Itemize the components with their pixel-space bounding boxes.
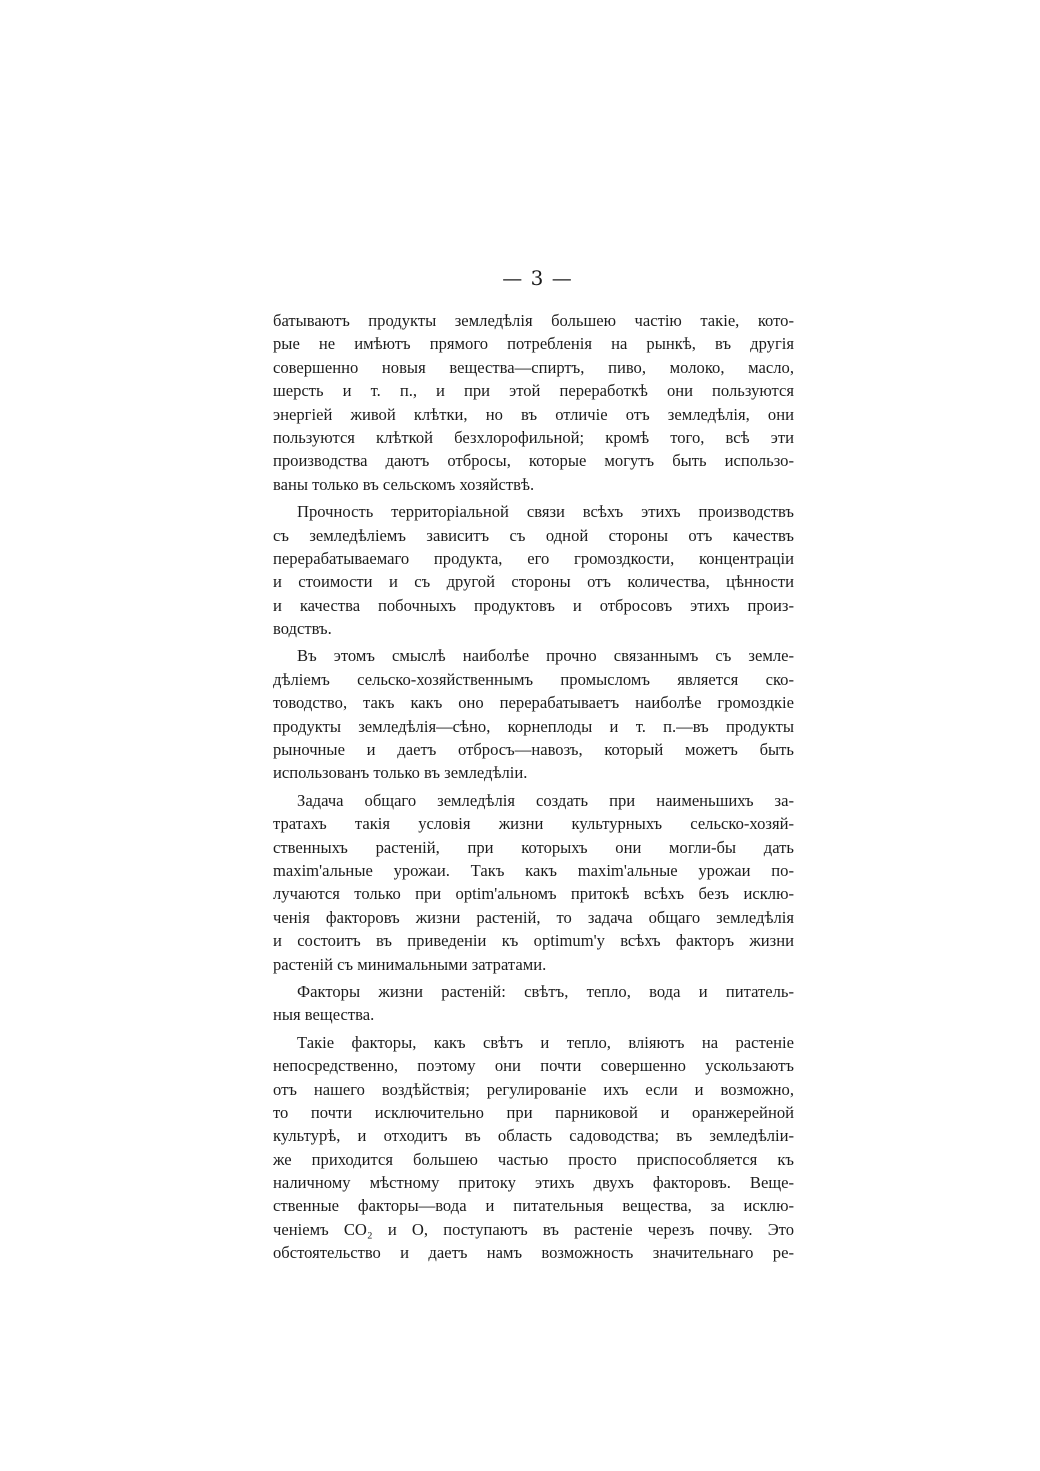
paragraph-1	[273, 309, 794, 496]
text-line: Задача общаго земледѣлія создать при наименьшихъ за-	[297, 790, 794, 810]
text-line: съ земледѣліемъ зависитъ съ одной стороны отъ качествъ	[273, 525, 794, 545]
text-line: продукты земледѣлія—сѣно, корнеплоды и т. п.—въ продукты	[273, 716, 794, 736]
text-line: совершенно новыя вещества—спиртъ, пиво, молоко, масло,	[273, 357, 794, 377]
text-line: производства даютъ отбросы, которые могутъ быть использо-	[273, 451, 794, 471]
text-line: тратахъ такія условія жизни культурныхъ сельско-хозяй-	[273, 814, 794, 834]
text-line: дѣліемъ сельско-хозяйственнымъ промысломъ является ско-	[273, 669, 794, 689]
paragraph-5	[273, 980, 794, 1027]
text-line: maxim'альные урожаи. Такъ какъ maxim'альные урожаи по-	[273, 860, 794, 880]
text-line: водствъ.	[273, 619, 332, 639]
text-line: перерабатываемаго продукта, его громоздкости, концентраціи	[273, 548, 794, 568]
text-line: рые не имѣютъ прямого потребленія на рынкѣ, въ другія	[273, 334, 794, 354]
text-line: и стоимости и съ другой стороны отъ количества, цѣнности	[273, 572, 794, 592]
paragraph-4	[273, 789, 794, 976]
text-line: и качества побочныхъ продуктовъ и отбросовъ этихъ произ-	[273, 595, 794, 615]
text-line: ваны только въ сельскомъ хозяйствѣ.	[273, 474, 535, 494]
text-line: Въ этомъ смыслѣ наиболѣе прочно связаннымъ съ земле-	[297, 646, 794, 666]
paragraph-2	[273, 500, 794, 640]
text-line: ныя вещества.	[273, 1005, 375, 1025]
text-line: наличному мѣстному притоку этихъ двухъ факторовъ. Веще-	[273, 1173, 794, 1193]
text-line: шерсть и т. п., и при этой переработкѣ они пользуются	[273, 381, 794, 401]
text-line: батываютъ продукты земледѣлія большею частію такіе, кото-	[273, 311, 794, 330]
text-line: ченіемъ CO₂ и O, поступаютъ въ растеніе черезъ почву. Это	[273, 1219, 794, 1239]
paragraph-6	[273, 1031, 794, 1265]
text-line: непосредственно, поэтому они почти совершенно ускользаютъ	[273, 1056, 794, 1076]
text-line: Прочность территоріальной связи всѣхъ этихъ производствъ	[297, 502, 794, 522]
text-line: пользуются клѣткой безхлорофильной; кромѣ того, всѣ эти	[273, 427, 794, 447]
text-line: растеній съ минимальными затратами.	[273, 954, 547, 974]
text-line: и состоитъ въ приведеніи къ optimum'у всѣхъ факторъ жизни	[273, 931, 794, 951]
text-line: же приходится большею частью просто приспособляется къ	[273, 1149, 794, 1169]
text-line: ченія факторовъ жизни растеній, то задача общаго земледѣлія	[273, 907, 794, 927]
text-line: товодство, такъ какъ оно перерабатываетъ наиболѣе громоздкіе	[273, 693, 794, 713]
text-line: ственные факторы—вода и питательныя вещества, за исклю-	[273, 1196, 794, 1216]
text-line: культурѣ, и отходитъ въ область садоводства; въ земледѣліи-	[273, 1126, 794, 1146]
text-line: то почти исключительно при парниковой и оранжерейной	[273, 1102, 794, 1122]
paragraph-3	[273, 644, 794, 784]
text-line: ственныхъ растеній, при которыхъ они могли-бы дать	[273, 837, 794, 857]
text-line: Факторы жизни растеній: свѣтъ, тепло, вода и питатель-	[297, 981, 794, 1001]
body-text	[273, 309, 794, 1265]
text-line: энергіей живой клѣтки, но въ отличіе отъ земледѣлія, они	[273, 404, 794, 424]
text-line: использованъ только въ земледѣліи.	[273, 763, 528, 783]
text-line: отъ нашего воздѣйствія; регулированіе ихъ если и возможно,	[273, 1079, 794, 1099]
page-number: — 3 —	[502, 266, 573, 290]
text-line: обстоятельство и даетъ намъ возможность значительнаго ре-	[273, 1243, 794, 1263]
text-line: рыночные и даетъ отбросъ—навозъ, который можетъ быть	[273, 740, 794, 760]
text-line: лучаются только при optim'альномъ притокѣ всѣхъ безъ исклю-	[273, 884, 794, 904]
text-line: Такіе факторы, какъ свѣтъ и тепло, вліяютъ на растеніе	[297, 1032, 794, 1052]
